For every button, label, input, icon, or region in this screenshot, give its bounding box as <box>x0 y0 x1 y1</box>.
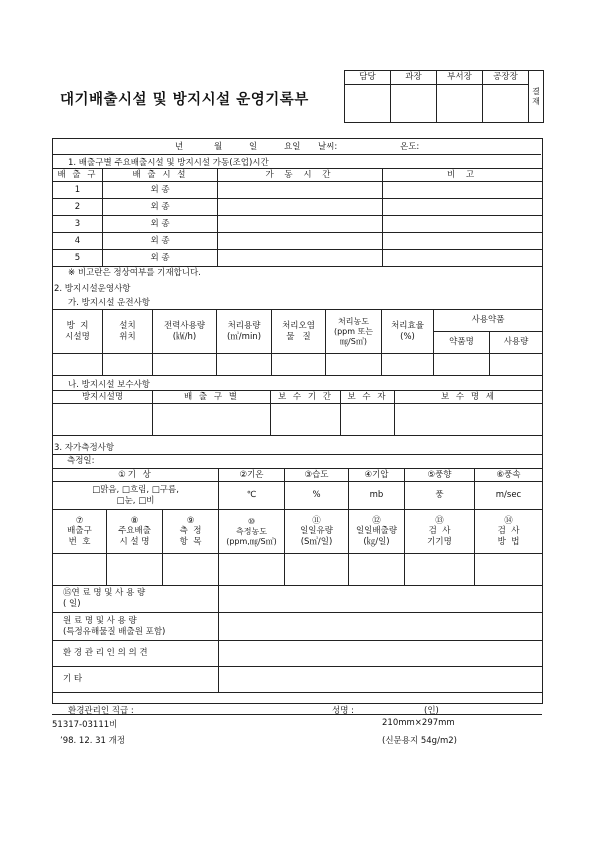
paper-size: 210mm×297mm <box>382 718 455 728</box>
other-input[interactable] <box>219 667 543 693</box>
date-day: 일 <box>249 142 258 152</box>
col-weather: ①기 상 <box>53 469 219 482</box>
table-row <box>53 250 543 267</box>
paper-type: (신문용지 54g/m2) <box>382 736 457 746</box>
page-title: 대기배출시설 및 방지시설 운영기록부 <box>60 92 309 108</box>
col-outlet-no: ⑦ 배출구 번 호 <box>53 510 107 554</box>
col-repair-details: 보 수 명 세 <box>395 391 543 404</box>
date-temperature: 온도: <box>400 142 420 152</box>
section3-title: 3. 자가측정사항 <box>54 443 115 453</box>
input-cell[interactable] <box>326 354 382 376</box>
col-daily-emission: ⑫ 일일배출량 (㎏/일) <box>349 510 405 554</box>
footer-divider <box>52 714 542 715</box>
input-cell[interactable] <box>490 354 543 376</box>
facility-cell[interactable]: 외 종 <box>103 250 218 267</box>
input-cell[interactable] <box>341 404 395 436</box>
col-facility-name: 방지시설명 <box>53 391 153 404</box>
input-cell[interactable] <box>217 354 272 376</box>
outlet-no: 2 <box>53 199 103 216</box>
section2a-title: 가. 방지시설 운전사항 <box>68 298 151 308</box>
manager-rank-label: 환경관리인 직급 : <box>68 706 134 716</box>
input-cell[interactable] <box>103 354 153 376</box>
approval-sign-plant-manager[interactable] <box>483 85 529 123</box>
col-repair-period: 보 수 기 간 <box>271 391 341 404</box>
col-facility-name: 방 지 시설명 <box>53 310 103 354</box>
seal-label: (인) <box>424 706 439 716</box>
manager-name-label: 성명 : <box>332 706 354 716</box>
remarks-cell[interactable] <box>383 182 543 199</box>
col-concentration: 처리농도 (ppm 또는 ㎎/S㎥) <box>326 310 382 354</box>
table-row <box>53 182 543 199</box>
unit-wind-direction[interactable]: 풍 <box>405 482 475 510</box>
manager-opinion-label: 환 경 관 리 인 의 의 견 <box>53 641 219 667</box>
date-weekday: 요일 <box>284 142 301 152</box>
outlet-no: 3 <box>53 216 103 233</box>
input-cell[interactable] <box>475 554 543 586</box>
unit-pressure[interactable]: mb <box>349 482 405 510</box>
measure-date: 측정일: <box>53 455 543 469</box>
col-facility: 배 출 시 설 <box>103 169 218 182</box>
form-code: 51317-03111비 <box>52 720 118 730</box>
col-outlet: 배 출 구 <box>53 169 103 182</box>
prevention-operation-table <box>52 309 543 376</box>
other-label: 기 타 <box>53 667 219 693</box>
remarks-cell[interactable] <box>383 216 543 233</box>
date-weather: 날씨: <box>318 142 338 152</box>
facility-cell[interactable]: 외 종 <box>103 199 218 216</box>
facility-cell[interactable]: 외 종 <box>103 233 218 250</box>
table-row <box>53 354 543 376</box>
date-year: 년 <box>175 142 184 152</box>
col-pollutant: 처리오염 물 질 <box>272 310 326 354</box>
col-repairer: 보 수 자 <box>341 391 395 404</box>
time-cell[interactable] <box>218 199 383 216</box>
col-install-location: 설치 위치 <box>103 310 153 354</box>
col-measured-concentration: ⑩ 측정농도 (ppm,㎎/S㎥) <box>219 510 285 554</box>
approval-side-label: 결 재 <box>529 71 544 123</box>
table-row <box>53 216 543 233</box>
fuel-label <box>53 586 219 613</box>
operation-time-table <box>52 168 543 267</box>
col-daily-flow: ⑪ 일일유량 (S㎥/일) <box>285 510 349 554</box>
table-row <box>53 554 543 586</box>
weather-options-line2[interactable]: □눈, □비 <box>116 495 155 506</box>
table-row <box>53 199 543 216</box>
section2-title: 2. 방지시설운영사항 <box>54 284 131 294</box>
col-pressure: ④기압 <box>349 469 405 482</box>
fuel-name-label: ⑮연 료 명 및 사 용 량 <box>63 588 146 599</box>
raw-material-sub-label: (특정유해물질 배출원 포함) <box>63 626 166 637</box>
maintenance-table <box>52 390 543 436</box>
col-method: ⑭ 검 사 방 법 <box>475 510 543 554</box>
manager-opinion-input[interactable] <box>219 641 543 667</box>
col-chemical-name: 약품명 <box>434 332 490 354</box>
input-cell[interactable] <box>163 554 219 586</box>
input-cell[interactable] <box>53 554 107 586</box>
remarks-cell[interactable] <box>383 199 543 216</box>
time-cell[interactable] <box>218 216 383 233</box>
col-wind-direction: ⑤풍향 <box>405 469 475 482</box>
approval-header-staff: 담당 <box>345 71 391 85</box>
input-cell[interactable] <box>153 354 217 376</box>
col-chemicals: 사용약품 <box>434 310 543 332</box>
time-cell[interactable] <box>218 250 383 267</box>
section1-note: ※ 비고란은 정상여부를 기재합니다. <box>68 268 201 278</box>
approval-box <box>344 70 544 123</box>
col-humidity: ③습도 <box>285 469 349 482</box>
input-cell[interactable] <box>395 404 543 436</box>
raw-material-label <box>53 613 219 641</box>
time-cell[interactable] <box>218 182 383 199</box>
input-cell[interactable] <box>285 554 349 586</box>
remarks-cell[interactable] <box>383 250 543 267</box>
outlet-no: 1 <box>53 182 103 199</box>
approval-header-dept-head: 부서장 <box>437 71 483 85</box>
col-capacity: 처리용량 (㎥/min) <box>217 310 272 354</box>
input-cell[interactable] <box>405 554 475 586</box>
col-temperature: ②기온 <box>219 469 285 482</box>
date-line <box>52 138 541 155</box>
col-measure-item: ⑨ 측 정 항 목 <box>163 510 219 554</box>
approval-header-chief: 과장 <box>391 71 437 85</box>
col-outlet: 배 출 구 별 <box>153 391 271 404</box>
input-cell[interactable] <box>53 404 153 436</box>
table-row <box>53 233 543 250</box>
outlet-no: 5 <box>53 250 103 267</box>
col-power-usage: 전력사용량 (㎾/h) <box>153 310 217 354</box>
weather-options-line1[interactable]: □맑음, □흐림, □구름, <box>92 484 179 495</box>
approval-sign-dept-head[interactable] <box>437 85 483 123</box>
col-operating-time: 가 동 시 간 <box>218 169 383 182</box>
input-cell[interactable] <box>349 554 405 586</box>
outlet-no: 4 <box>53 233 103 250</box>
col-chemical-amount: 사용량 <box>490 332 543 354</box>
input-cell[interactable] <box>272 354 326 376</box>
col-main-facility: ⑧ 주요배출 시 설 명 <box>107 510 163 554</box>
col-remarks: 비 고 <box>383 169 543 182</box>
unit-humidity[interactable]: % <box>285 482 349 510</box>
unit-temperature[interactable]: ℃ <box>219 482 285 510</box>
col-efficiency: 처리효율 (%) <box>382 310 434 354</box>
fuel-input[interactable] <box>219 586 543 613</box>
fuel-unit-label: ( 일) <box>63 599 81 609</box>
time-cell[interactable] <box>218 233 383 250</box>
input-cell[interactable] <box>434 354 490 376</box>
approval-sign-staff[interactable] <box>345 85 391 123</box>
col-instrument: ⑬ 검 사 기기명 <box>405 510 475 554</box>
approval-sign-chief[interactable] <box>391 85 437 123</box>
section2b-title: 나. 방지시설 보수사항 <box>68 380 151 390</box>
section1-title: 1. 배출구별 주요배출시설 및 방지시설 가동(조업)시간 <box>68 158 269 168</box>
weather-options[interactable] <box>53 482 219 510</box>
remarks-cell[interactable] <box>383 233 543 250</box>
col-wind-speed: ⑥풍속 <box>475 469 543 482</box>
raw-material-input[interactable] <box>219 613 543 641</box>
self-measurement-table <box>52 454 543 693</box>
input-cell[interactable] <box>271 404 341 436</box>
input-cell[interactable] <box>107 554 163 586</box>
input-cell[interactable] <box>53 354 103 376</box>
revision-date: ’98. 12. 31 개정 <box>60 736 126 746</box>
input-cell[interactable] <box>382 354 434 376</box>
input-cell[interactable] <box>219 554 285 586</box>
approval-header-plant-manager: 공장장 <box>483 71 529 85</box>
table-row <box>53 404 543 436</box>
raw-material-name-label: 원 료 명 및 사 용 량 <box>63 615 137 626</box>
facility-cell[interactable]: 외 종 <box>103 182 218 199</box>
facility-cell[interactable]: 외 종 <box>103 216 218 233</box>
unit-wind-speed[interactable]: m/sec <box>475 482 543 510</box>
input-cell[interactable] <box>153 404 271 436</box>
date-month: 월 <box>214 142 223 152</box>
